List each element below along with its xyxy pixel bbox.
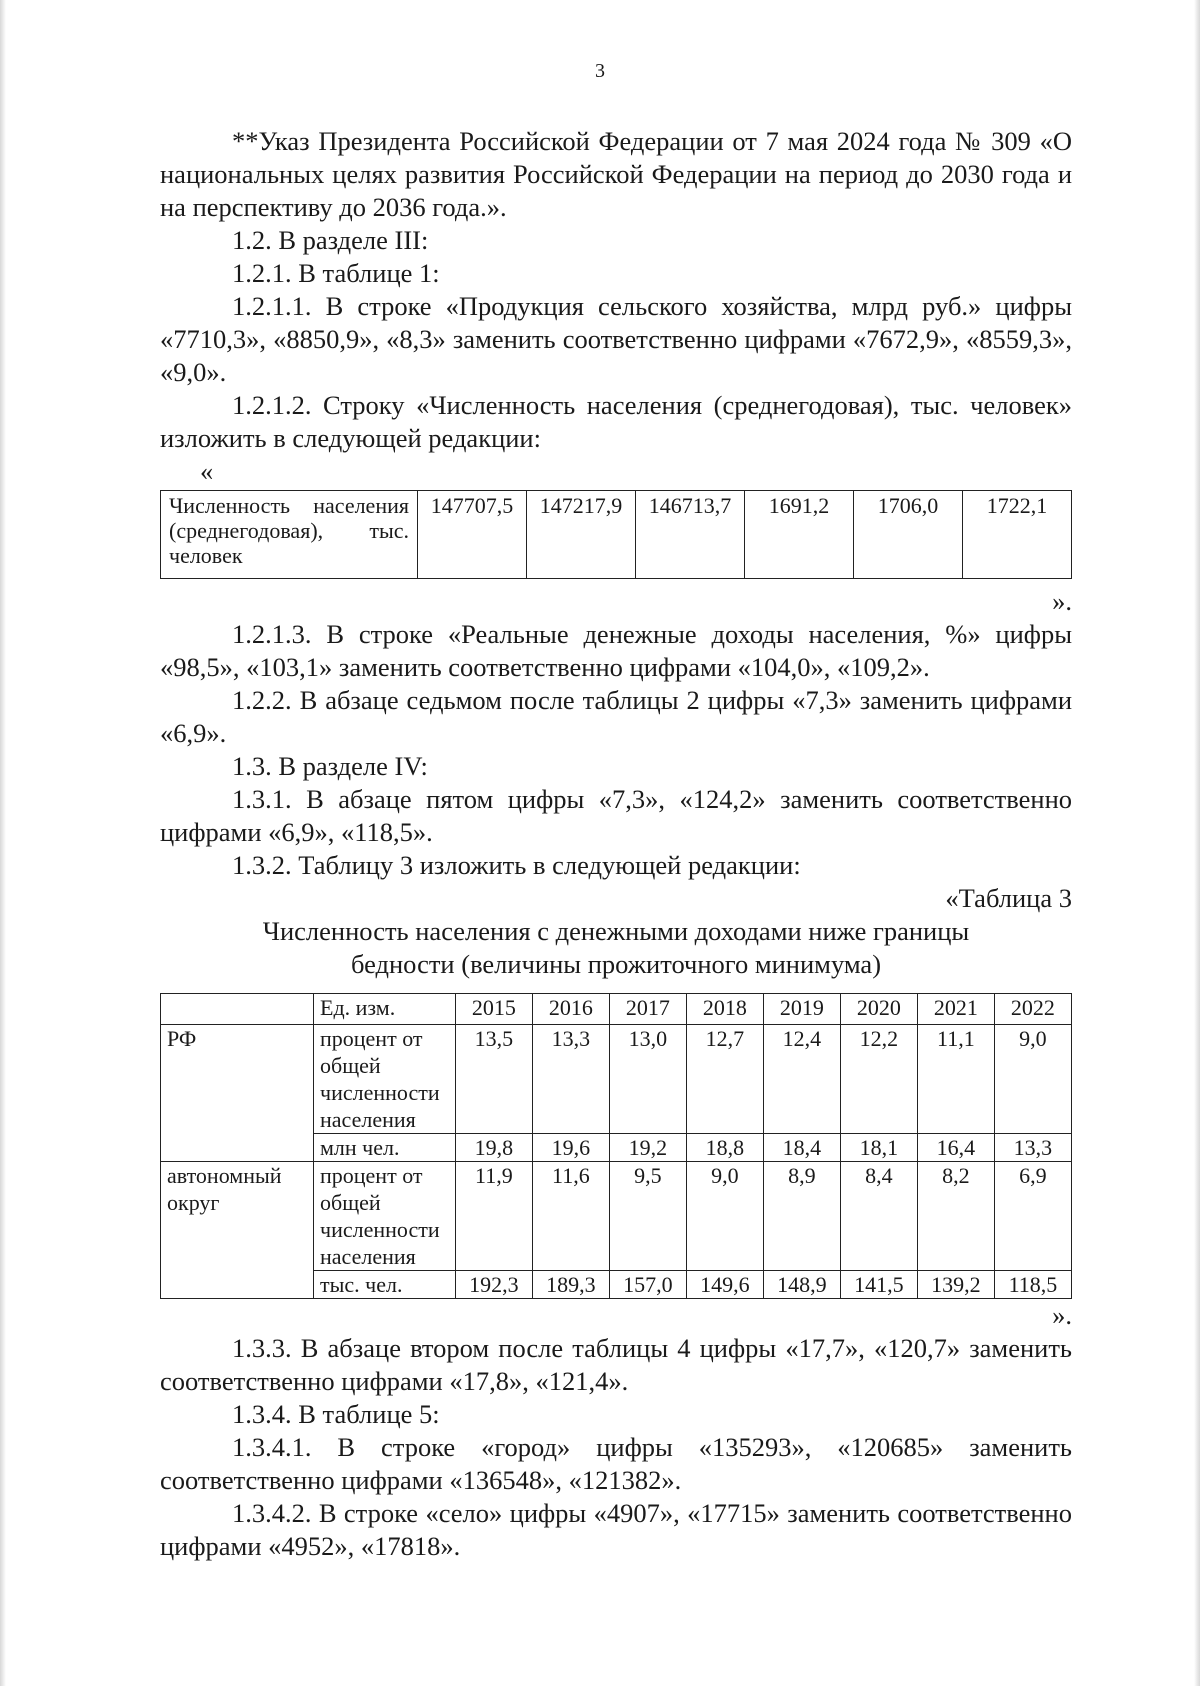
table-cell: 189,3 [532, 1271, 609, 1299]
table-cell: 6,9 [994, 1162, 1071, 1271]
quote-close-mark: ». [1052, 586, 1072, 616]
table-cell: 19,2 [609, 1134, 686, 1162]
paragraph-1-3-3: 1.3.3. В абзаце втором после таблицы 4 цифры «17,7», «120,7» заменить соответственно цифрами «17,8», «121,4». [160, 1333, 1072, 1396]
page-number: 3 [595, 60, 605, 82]
table-cell: 13,0 [609, 1025, 686, 1134]
table-cell: 12,2 [840, 1025, 917, 1134]
table-row [161, 491, 1072, 579]
header-cell-year: 2015 [455, 994, 532, 1025]
table-cell: 1722,1 [963, 491, 1072, 579]
table-cell: 11,9 [455, 1162, 532, 1271]
paragraph-1-2-1: 1.2.1. В таблице 1: [232, 258, 440, 288]
header-cell-year: 2020 [840, 994, 917, 1025]
table-header-row [161, 994, 1072, 1025]
table-cell: 1706,0 [854, 491, 963, 579]
quote-close-mark-2: ». [1052, 1300, 1072, 1330]
table-cell: 139,2 [917, 1271, 994, 1299]
header-cell-year: 2018 [686, 994, 763, 1025]
document-body [160, 125, 1072, 1563]
header-cell-year: 2016 [532, 994, 609, 1025]
paragraph-1-2: 1.2. В разделе III: [232, 225, 429, 255]
table-caption: «Таблица 3 [945, 883, 1072, 913]
paragraph-1-2-1-3: 1.2.1.3. В строке «Реальные денежные доходы населения, %» цифры «98,5», «103,1» заменить соответственно цифрами «104,0», «109,2». [160, 619, 1072, 682]
header-cell-year: 2021 [917, 994, 994, 1025]
scan-edge-left [0, 0, 6, 1686]
table-row-ao-percent [161, 1162, 1072, 1271]
unit-cell: млн чел. [314, 1134, 456, 1162]
table-cell: 8,2 [917, 1162, 994, 1271]
unit-cell: процент от общей численности населения [314, 1025, 456, 1134]
table-cell: 12,7 [686, 1025, 763, 1134]
table-title-line-1: Численность населения с денежными доходами ниже границы [262, 916, 970, 946]
table-cell: 9,0 [686, 1162, 763, 1271]
paragraph-1-3-4-2: 1.3.4.2. В строке «село» цифры «4907», «17715» заменить соответственно цифрами «4952», «17818». [160, 1498, 1072, 1561]
population-table [160, 490, 1072, 579]
unit-cell: тыс. чел. [314, 1271, 456, 1299]
table-cell: 13,3 [532, 1025, 609, 1134]
paragraph-1-2-2: 1.2.2. В абзаце седьмом после таблицы 2 цифры «7,3» заменить цифрами «6,9». [160, 685, 1072, 748]
paragraph-1-3-1: 1.3.1. В абзаце пятом цифры «7,3», «124,2» заменить соответственно цифрами «6,9», «118,5». [160, 784, 1072, 847]
table-cell: 147217,9 [527, 491, 636, 579]
table-cell: 141,5 [840, 1271, 917, 1299]
table-cell: 8,4 [840, 1162, 917, 1271]
header-cell-unit: Ед. изм. [314, 994, 456, 1025]
header-cell-year: 2019 [763, 994, 840, 1025]
table-cell: 146713,7 [636, 491, 745, 579]
table-cell: 149,6 [686, 1271, 763, 1299]
header-cell-year: 2022 [994, 994, 1071, 1025]
table-cell: 18,8 [686, 1134, 763, 1162]
paragraph-1-3-2: 1.3.2. Таблицу 3 изложить в следующей редакции: [232, 850, 801, 880]
table-cell: 9,5 [609, 1162, 686, 1271]
unit-cell: процент от общей численности населения [314, 1162, 456, 1271]
table-cell: 11,1 [917, 1025, 994, 1134]
region-cell: РФ [161, 1025, 314, 1162]
table-cell: 9,0 [994, 1025, 1071, 1134]
table-cell: 18,4 [763, 1134, 840, 1162]
header-cell-year: 2017 [609, 994, 686, 1025]
table-cell-label: Численность населения (среднегодовая), тыс. человек [161, 491, 418, 579]
table-cell: 18,1 [840, 1134, 917, 1162]
table-cell: 13,3 [994, 1134, 1071, 1162]
table-cell: 1691,2 [745, 491, 854, 579]
table-cell: 16,4 [917, 1134, 994, 1162]
paragraph-1-2-1-1: 1.2.1.1. В строке «Продукция сельского хозяйства, млрд руб.» цифры «7710,3», «8850,9», «8,3» заменить соответственно цифрами «7672,9», «8559,3», «9,0». [160, 291, 1072, 387]
paragraph-1-3-4-1: 1.3.4.1. В строке «город» цифры «135293», «120685» заменить соответственно цифрами «136548», «121382». [160, 1432, 1072, 1495]
footnote-decree: **Указ Президента Российской Федерации от 7 мая 2024 года № 309 «О национальных целях развития Российской Федерации на период до 2030 года и на перспективу до 2036 года.». [160, 126, 1072, 222]
table-cell: 12,4 [763, 1025, 840, 1134]
paragraph-1-3-4: 1.3.4. В таблице 5: [232, 1399, 440, 1429]
table-cell: 11,6 [532, 1162, 609, 1271]
table-cell: 118,5 [994, 1271, 1071, 1299]
region-cell: автономный округ [161, 1162, 314, 1299]
table-cell: 157,0 [609, 1271, 686, 1299]
table-cell: 147707,5 [418, 491, 527, 579]
table-cell: 148,9 [763, 1271, 840, 1299]
table-title-line-2: бедности (величины прожиточного минимума) [350, 949, 882, 979]
table-cell: 8,9 [763, 1162, 840, 1271]
table-cell: 19,6 [532, 1134, 609, 1162]
header-cell-empty [161, 994, 314, 1025]
table-cell: 13,5 [455, 1025, 532, 1134]
paragraph-1-3: 1.3. В разделе IV: [232, 751, 428, 781]
paragraph-1-2-1-2: 1.2.1.2. Строку «Численность населения (среднегодовая), тыс. человек» изложить в следующей редакции: [160, 390, 1072, 453]
quote-open-mark: « [200, 456, 214, 486]
table-cell: 192,3 [455, 1271, 532, 1299]
scan-edge-right [1194, 0, 1200, 1686]
table-cell: 19,8 [455, 1134, 532, 1162]
poverty-table [160, 993, 1072, 1299]
table-row-rf-percent [161, 1025, 1072, 1134]
